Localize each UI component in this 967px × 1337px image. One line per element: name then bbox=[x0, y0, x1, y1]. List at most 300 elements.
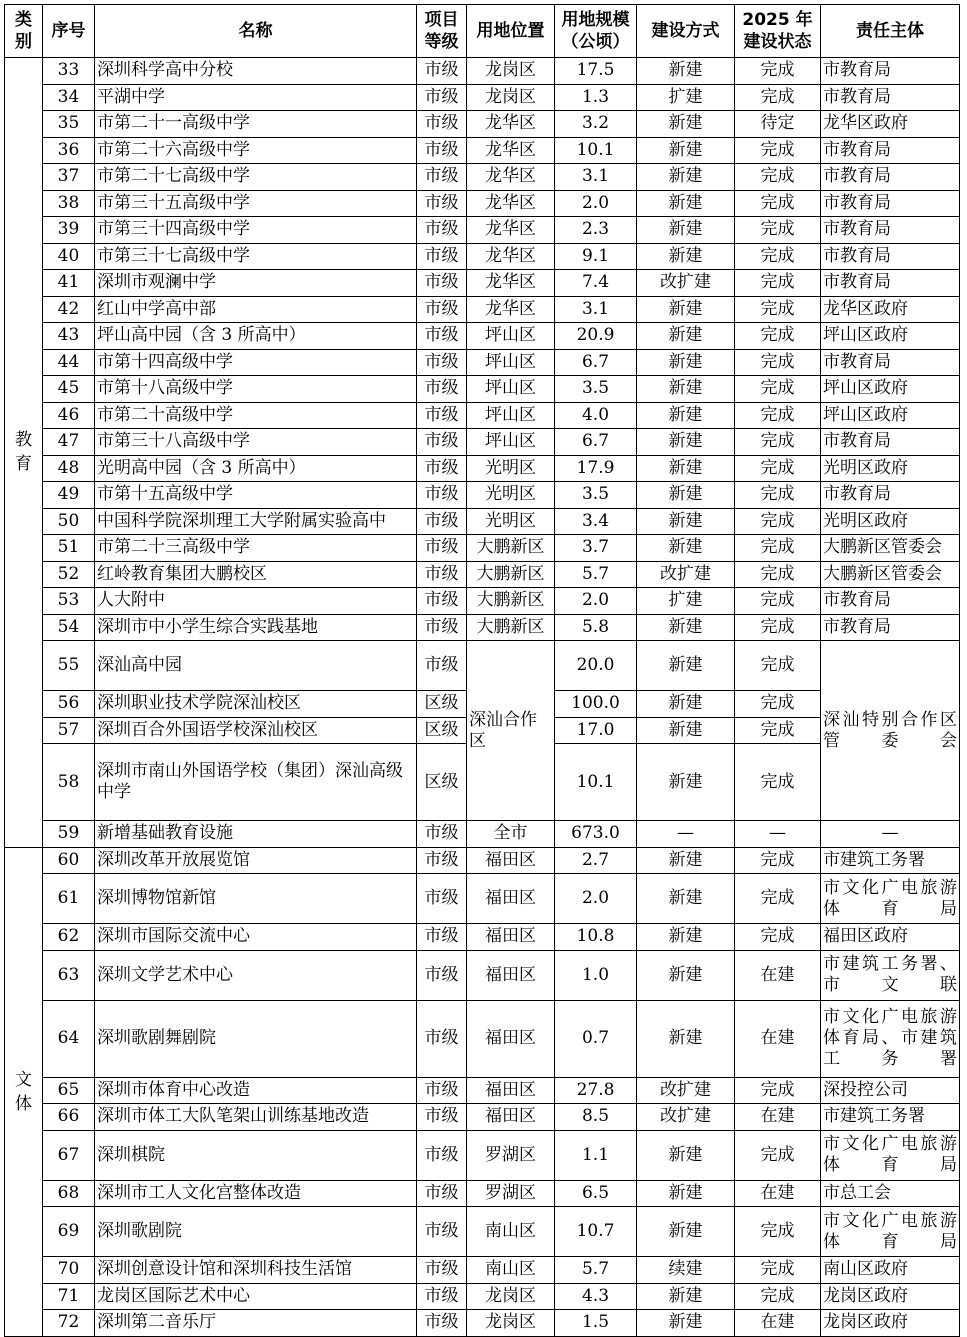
row-scale: 1.1 bbox=[555, 1130, 637, 1180]
row-scale: 20.0 bbox=[555, 641, 637, 691]
row-level: 市级 bbox=[417, 164, 467, 191]
table-body bbox=[5, 58, 960, 1337]
table-row bbox=[5, 1130, 960, 1180]
row-name: 深圳市南山外国语学校（集团）深汕高级中学 bbox=[95, 744, 417, 821]
row-owner: 南山区政府 bbox=[821, 1257, 960, 1284]
row-level: 市级 bbox=[417, 190, 467, 217]
row-owner: 福田区政府 bbox=[821, 924, 960, 951]
row-location: 大鹏新区 bbox=[467, 535, 555, 562]
table-row bbox=[5, 614, 960, 641]
row-seq: 45 bbox=[43, 376, 95, 403]
row-location: 福田区 bbox=[467, 950, 555, 1000]
row-level: 市级 bbox=[417, 243, 467, 270]
row-status: 完成 bbox=[735, 164, 821, 191]
table-row bbox=[5, 924, 960, 951]
row-location: 罗湖区 bbox=[467, 1130, 555, 1180]
row-owner: 坪山区政府 bbox=[821, 376, 960, 403]
row-method: 改扩建 bbox=[637, 1104, 735, 1131]
row-name: 深圳市国际交流中心 bbox=[95, 924, 417, 951]
row-scale: 3.4 bbox=[555, 508, 637, 535]
row-method: 新建 bbox=[637, 190, 735, 217]
row-method: 新建 bbox=[637, 323, 735, 350]
table-row bbox=[5, 217, 960, 244]
row-seq: 34 bbox=[43, 84, 95, 111]
table-row bbox=[5, 455, 960, 482]
row-name: 市第十四高级中学 bbox=[95, 349, 417, 376]
row-owner: 市教育局 bbox=[821, 429, 960, 456]
row-location: 龙华区 bbox=[467, 137, 555, 164]
row-owner: 大鹏新区管委会 bbox=[821, 561, 960, 588]
row-owner: 市文化广电旅游体育局 bbox=[821, 1130, 960, 1180]
row-status: 完成 bbox=[735, 217, 821, 244]
row-seq: 40 bbox=[43, 243, 95, 270]
row-method: 扩建 bbox=[637, 588, 735, 615]
row-seq: 61 bbox=[43, 874, 95, 924]
row-method: 新建 bbox=[637, 950, 735, 1000]
row-status: 完成 bbox=[735, 874, 821, 924]
row-name: 红山中学高中部 bbox=[95, 296, 417, 323]
row-location: 福田区 bbox=[467, 1077, 555, 1104]
row-scale: 2.0 bbox=[555, 588, 637, 615]
row-seq: 46 bbox=[43, 402, 95, 429]
row-owner: 龙华区政府 bbox=[821, 296, 960, 323]
row-status: 完成 bbox=[735, 137, 821, 164]
row-owner: 市建筑工务署 bbox=[821, 847, 960, 874]
row-level: 市级 bbox=[417, 588, 467, 615]
row-level: 市级 bbox=[417, 1104, 467, 1131]
row-status: 完成 bbox=[735, 455, 821, 482]
row-location: 大鹏新区 bbox=[467, 588, 555, 615]
row-name: 深圳科学高中分校 bbox=[95, 58, 417, 85]
row-owner: 市教育局 bbox=[821, 190, 960, 217]
row-method: 新建 bbox=[637, 164, 735, 191]
row-level: 市级 bbox=[417, 1310, 467, 1337]
row-seq: 38 bbox=[43, 190, 95, 217]
row-status: 完成 bbox=[735, 190, 821, 217]
facility-table bbox=[4, 4, 960, 1337]
row-seq: 55 bbox=[43, 641, 95, 691]
row-method: 新建 bbox=[637, 137, 735, 164]
row-status: — bbox=[735, 821, 821, 848]
row-scale: 3.2 bbox=[555, 111, 637, 138]
row-owner: 坪山区政府 bbox=[821, 323, 960, 350]
row-owner: 市教育局 bbox=[821, 58, 960, 85]
row-status: 完成 bbox=[735, 58, 821, 85]
row-method: 新建 bbox=[637, 717, 735, 744]
row-method: 新建 bbox=[637, 58, 735, 85]
row-method: 新建 bbox=[637, 296, 735, 323]
row-name: 市第三十四高级中学 bbox=[95, 217, 417, 244]
row-level: 市级 bbox=[417, 1283, 467, 1310]
row-name: 市第三十八高级中学 bbox=[95, 429, 417, 456]
row-seq: 39 bbox=[43, 217, 95, 244]
row-seq: 66 bbox=[43, 1104, 95, 1131]
row-method: 新建 bbox=[637, 508, 735, 535]
row-status: 完成 bbox=[735, 323, 821, 350]
row-scale: 5.7 bbox=[555, 561, 637, 588]
row-method: 新建 bbox=[637, 874, 735, 924]
row-status: 待定 bbox=[735, 111, 821, 138]
row-location: 龙华区 bbox=[467, 164, 555, 191]
row-name: 深圳市体育中心改造 bbox=[95, 1077, 417, 1104]
row-level: 区级 bbox=[417, 717, 467, 744]
row-name: 平湖中学 bbox=[95, 84, 417, 111]
row-owner-shared: 深汕特别合作区管委会 bbox=[821, 641, 960, 821]
row-owner: 市教育局 bbox=[821, 217, 960, 244]
table-row bbox=[5, 243, 960, 270]
row-name: 深圳创意设计馆和深圳科技生活馆 bbox=[95, 1257, 417, 1284]
row-scale: 2.3 bbox=[555, 217, 637, 244]
category-culture: 文体 bbox=[5, 847, 43, 1336]
row-location: 龙华区 bbox=[467, 190, 555, 217]
row-name: 龙岗区国际艺术中心 bbox=[95, 1283, 417, 1310]
row-level: 市级 bbox=[417, 137, 467, 164]
row-level: 市级 bbox=[417, 296, 467, 323]
row-scale: 3.5 bbox=[555, 482, 637, 509]
row-scale: 1.3 bbox=[555, 84, 637, 111]
row-status: 完成 bbox=[735, 376, 821, 403]
row-method: 新建 bbox=[637, 455, 735, 482]
row-name: 市第二十一高级中学 bbox=[95, 111, 417, 138]
table-row bbox=[5, 561, 960, 588]
row-seq: 70 bbox=[43, 1257, 95, 1284]
row-location-shared: 深汕合作区 bbox=[467, 641, 555, 821]
row-method: 新建 bbox=[637, 641, 735, 691]
row-name: 深圳市体工大队笔架山训练基地改造 bbox=[95, 1104, 417, 1131]
row-method: 新建 bbox=[637, 1180, 735, 1207]
row-seq: 33 bbox=[43, 58, 95, 85]
row-seq: 57 bbox=[43, 717, 95, 744]
row-owner: 龙华区政府 bbox=[821, 111, 960, 138]
row-owner: 市教育局 bbox=[821, 270, 960, 297]
row-status: 完成 bbox=[735, 402, 821, 429]
table-row bbox=[5, 1000, 960, 1077]
row-name: 深圳百合外国语学校深汕校区 bbox=[95, 717, 417, 744]
row-seq: 42 bbox=[43, 296, 95, 323]
row-name: 红岭教育集团大鹏校区 bbox=[95, 561, 417, 588]
row-seq: 36 bbox=[43, 137, 95, 164]
table-row bbox=[5, 1283, 960, 1310]
row-level: 市级 bbox=[417, 614, 467, 641]
row-seq: 72 bbox=[43, 1310, 95, 1337]
row-method: 新建 bbox=[637, 1283, 735, 1310]
row-seq: 49 bbox=[43, 482, 95, 509]
row-location: 福田区 bbox=[467, 1104, 555, 1131]
header-level: 项目等级 bbox=[417, 5, 467, 58]
table-row bbox=[5, 429, 960, 456]
row-owner: 市建筑工务署、市文联 bbox=[821, 950, 960, 1000]
row-seq: 62 bbox=[43, 924, 95, 951]
row-status: 完成 bbox=[735, 717, 821, 744]
row-location: 南山区 bbox=[467, 1207, 555, 1257]
row-status: 完成 bbox=[735, 84, 821, 111]
row-seq: 64 bbox=[43, 1000, 95, 1077]
header-seq: 序号 bbox=[43, 5, 95, 58]
row-level: 市级 bbox=[417, 874, 467, 924]
row-scale: 1.5 bbox=[555, 1310, 637, 1337]
row-method: 新建 bbox=[637, 111, 735, 138]
row-name: 深圳博物馆新馆 bbox=[95, 874, 417, 924]
row-name: 深圳文学艺术中心 bbox=[95, 950, 417, 1000]
category-education: 教育 bbox=[5, 58, 43, 848]
row-location: 龙岗区 bbox=[467, 1283, 555, 1310]
table-row bbox=[5, 111, 960, 138]
row-status: 完成 bbox=[735, 296, 821, 323]
row-scale: 27.8 bbox=[555, 1077, 637, 1104]
row-location: 龙华区 bbox=[467, 217, 555, 244]
row-status: 完成 bbox=[735, 641, 821, 691]
row-name: 深圳棋院 bbox=[95, 1130, 417, 1180]
row-scale: 8.5 bbox=[555, 1104, 637, 1131]
table-row bbox=[5, 1180, 960, 1207]
row-method: 新建 bbox=[637, 243, 735, 270]
row-scale: 9.1 bbox=[555, 243, 637, 270]
row-method: 新建 bbox=[637, 482, 735, 509]
row-location: 龙华区 bbox=[467, 111, 555, 138]
row-name: 市第三十五高级中学 bbox=[95, 190, 417, 217]
row-method: 改扩建 bbox=[637, 1077, 735, 1104]
header-status: 2025 年建设状态 bbox=[735, 5, 821, 58]
row-level: 市级 bbox=[417, 1000, 467, 1077]
row-seq: 53 bbox=[43, 588, 95, 615]
row-method: 新建 bbox=[637, 1207, 735, 1257]
row-scale: 2.0 bbox=[555, 874, 637, 924]
row-name: 深圳市工人文化宫整体改造 bbox=[95, 1180, 417, 1207]
row-status: 完成 bbox=[735, 847, 821, 874]
row-method: 改扩建 bbox=[637, 561, 735, 588]
row-name: 深圳市观澜中学 bbox=[95, 270, 417, 297]
table-row bbox=[5, 58, 960, 85]
row-location: 福田区 bbox=[467, 874, 555, 924]
row-level: 市级 bbox=[417, 950, 467, 1000]
row-owner: 光明区政府 bbox=[821, 455, 960, 482]
row-location: 龙华区 bbox=[467, 243, 555, 270]
row-scale: 10.1 bbox=[555, 744, 637, 821]
header-category: 类别 bbox=[5, 5, 43, 58]
row-level: 市级 bbox=[417, 482, 467, 509]
row-name: 光明高中园（含 3 所高中） bbox=[95, 455, 417, 482]
row-method: 新建 bbox=[637, 924, 735, 951]
row-name: 市第十八高级中学 bbox=[95, 376, 417, 403]
row-status: 完成 bbox=[735, 1077, 821, 1104]
row-name: 深圳歌剧舞剧院 bbox=[95, 1000, 417, 1077]
row-name: 新增基础教育设施 bbox=[95, 821, 417, 848]
row-location: 坪山区 bbox=[467, 323, 555, 350]
row-name: 深圳歌剧院 bbox=[95, 1207, 417, 1257]
row-status: 完成 bbox=[735, 1257, 821, 1284]
header-name: 名称 bbox=[95, 5, 417, 58]
table-row bbox=[5, 508, 960, 535]
row-level: 区级 bbox=[417, 744, 467, 821]
row-scale: 5.8 bbox=[555, 614, 637, 641]
row-owner: 市教育局 bbox=[821, 482, 960, 509]
table-row bbox=[5, 1310, 960, 1337]
table-row bbox=[5, 482, 960, 509]
row-method: 新建 bbox=[637, 744, 735, 821]
row-name: 坪山高中园（含 3 所高中） bbox=[95, 323, 417, 350]
row-name: 市第十五高级中学 bbox=[95, 482, 417, 509]
table-header bbox=[5, 5, 960, 58]
row-level: 市级 bbox=[417, 270, 467, 297]
row-location: 福田区 bbox=[467, 1000, 555, 1077]
row-status: 完成 bbox=[735, 614, 821, 641]
row-name: 深圳改革开放展览馆 bbox=[95, 847, 417, 874]
row-level: 市级 bbox=[417, 508, 467, 535]
row-seq: 37 bbox=[43, 164, 95, 191]
row-scale: 17.5 bbox=[555, 58, 637, 85]
row-owner: 市总工会 bbox=[821, 1180, 960, 1207]
row-status: 在建 bbox=[735, 1104, 821, 1131]
row-seq: 52 bbox=[43, 561, 95, 588]
row-name: 市第二十七高级中学 bbox=[95, 164, 417, 191]
row-level: 市级 bbox=[417, 821, 467, 848]
row-level: 市级 bbox=[417, 455, 467, 482]
row-location: 坪山区 bbox=[467, 402, 555, 429]
row-seq: 63 bbox=[43, 950, 95, 1000]
table-row bbox=[5, 1257, 960, 1284]
row-seq: 47 bbox=[43, 429, 95, 456]
row-owner: 市教育局 bbox=[821, 137, 960, 164]
row-status: 完成 bbox=[735, 270, 821, 297]
table-row bbox=[5, 535, 960, 562]
row-scale: 4.3 bbox=[555, 1283, 637, 1310]
row-scale: 100.0 bbox=[555, 691, 637, 718]
row-owner: 市教育局 bbox=[821, 243, 960, 270]
row-level: 市级 bbox=[417, 402, 467, 429]
row-level: 市级 bbox=[417, 924, 467, 951]
row-level: 市级 bbox=[417, 1207, 467, 1257]
row-owner: 龙岗区政府 bbox=[821, 1283, 960, 1310]
row-name: 深圳市中小学生综合实践基地 bbox=[95, 614, 417, 641]
row-location: 罗湖区 bbox=[467, 1180, 555, 1207]
table-row bbox=[5, 296, 960, 323]
row-seq: 59 bbox=[43, 821, 95, 848]
row-status: 完成 bbox=[735, 561, 821, 588]
row-location: 龙华区 bbox=[467, 296, 555, 323]
row-name: 市第二十三高级中学 bbox=[95, 535, 417, 562]
row-seq: 44 bbox=[43, 349, 95, 376]
row-owner: 光明区政府 bbox=[821, 508, 960, 535]
row-status: 完成 bbox=[735, 1283, 821, 1310]
row-scale: 10.7 bbox=[555, 1207, 637, 1257]
row-scale: 3.5 bbox=[555, 376, 637, 403]
row-method: 新建 bbox=[637, 691, 735, 718]
row-status: 完成 bbox=[735, 429, 821, 456]
row-seq: 71 bbox=[43, 1283, 95, 1310]
row-seq: 35 bbox=[43, 111, 95, 138]
row-owner: 市教育局 bbox=[821, 614, 960, 641]
table-row bbox=[5, 137, 960, 164]
row-scale: 3.7 bbox=[555, 535, 637, 562]
row-status: 在建 bbox=[735, 950, 821, 1000]
row-scale: 20.9 bbox=[555, 323, 637, 350]
table-row bbox=[5, 950, 960, 1000]
table-row bbox=[5, 641, 960, 691]
header-owner: 责任主体 bbox=[821, 5, 960, 58]
row-owner: — bbox=[821, 821, 960, 848]
row-scale: 0.7 bbox=[555, 1000, 637, 1077]
row-level: 市级 bbox=[417, 1077, 467, 1104]
table-row bbox=[5, 1207, 960, 1257]
table-row bbox=[5, 323, 960, 350]
row-method: — bbox=[637, 821, 735, 848]
row-status: 完成 bbox=[735, 535, 821, 562]
row-scale: 3.1 bbox=[555, 164, 637, 191]
row-location: 大鹏新区 bbox=[467, 614, 555, 641]
row-method: 新建 bbox=[637, 535, 735, 562]
row-location: 龙岗区 bbox=[467, 1310, 555, 1337]
row-scale: 3.1 bbox=[555, 296, 637, 323]
row-location: 坪山区 bbox=[467, 349, 555, 376]
row-scale: 17.9 bbox=[555, 455, 637, 482]
row-name: 深圳职业技术学院深汕校区 bbox=[95, 691, 417, 718]
row-level: 市级 bbox=[417, 58, 467, 85]
table-row bbox=[5, 402, 960, 429]
row-owner: 市教育局 bbox=[821, 164, 960, 191]
row-level: 市级 bbox=[417, 111, 467, 138]
row-scale: 6.7 bbox=[555, 349, 637, 376]
row-level: 市级 bbox=[417, 376, 467, 403]
row-level: 市级 bbox=[417, 641, 467, 691]
row-location: 福田区 bbox=[467, 924, 555, 951]
row-status: 在建 bbox=[735, 1180, 821, 1207]
row-scale: 6.7 bbox=[555, 429, 637, 456]
row-owner: 市教育局 bbox=[821, 84, 960, 111]
row-status: 完成 bbox=[735, 691, 821, 718]
row-method: 新建 bbox=[637, 429, 735, 456]
row-owner: 深投控公司 bbox=[821, 1077, 960, 1104]
row-scale: 2.7 bbox=[555, 847, 637, 874]
row-name: 市第二十六高级中学 bbox=[95, 137, 417, 164]
row-seq: 58 bbox=[43, 744, 95, 821]
row-level: 市级 bbox=[417, 847, 467, 874]
row-location: 龙岗区 bbox=[467, 84, 555, 111]
table-row bbox=[5, 1104, 960, 1131]
row-owner: 大鹏新区管委会 bbox=[821, 535, 960, 562]
row-scale: 673.0 bbox=[555, 821, 637, 848]
row-scale: 4.0 bbox=[555, 402, 637, 429]
row-owner: 龙岗区政府 bbox=[821, 1310, 960, 1337]
row-name: 人大附中 bbox=[95, 588, 417, 615]
row-status: 完成 bbox=[735, 1207, 821, 1257]
row-scale: 17.0 bbox=[555, 717, 637, 744]
row-seq: 43 bbox=[43, 323, 95, 350]
row-seq: 48 bbox=[43, 455, 95, 482]
row-seq: 41 bbox=[43, 270, 95, 297]
row-seq: 56 bbox=[43, 691, 95, 718]
row-scale: 10.8 bbox=[555, 924, 637, 951]
row-method: 新建 bbox=[637, 1310, 735, 1337]
row-status: 完成 bbox=[735, 349, 821, 376]
row-seq: 51 bbox=[43, 535, 95, 562]
row-name: 深圳第二音乐厅 bbox=[95, 1310, 417, 1337]
row-level: 市级 bbox=[417, 1257, 467, 1284]
header-method: 建设方式 bbox=[637, 5, 735, 58]
row-owner: 市文化广电旅游体育局 bbox=[821, 874, 960, 924]
row-method: 新建 bbox=[637, 402, 735, 429]
row-method: 新建 bbox=[637, 1130, 735, 1180]
row-seq: 65 bbox=[43, 1077, 95, 1104]
row-location: 福田区 bbox=[467, 847, 555, 874]
row-owner: 坪山区政府 bbox=[821, 402, 960, 429]
table-row bbox=[5, 190, 960, 217]
row-owner: 市建筑工务署 bbox=[821, 1104, 960, 1131]
row-level: 市级 bbox=[417, 217, 467, 244]
row-status: 完成 bbox=[735, 744, 821, 821]
row-status: 完成 bbox=[735, 508, 821, 535]
row-location: 大鹏新区 bbox=[467, 561, 555, 588]
row-method: 改扩建 bbox=[637, 270, 735, 297]
